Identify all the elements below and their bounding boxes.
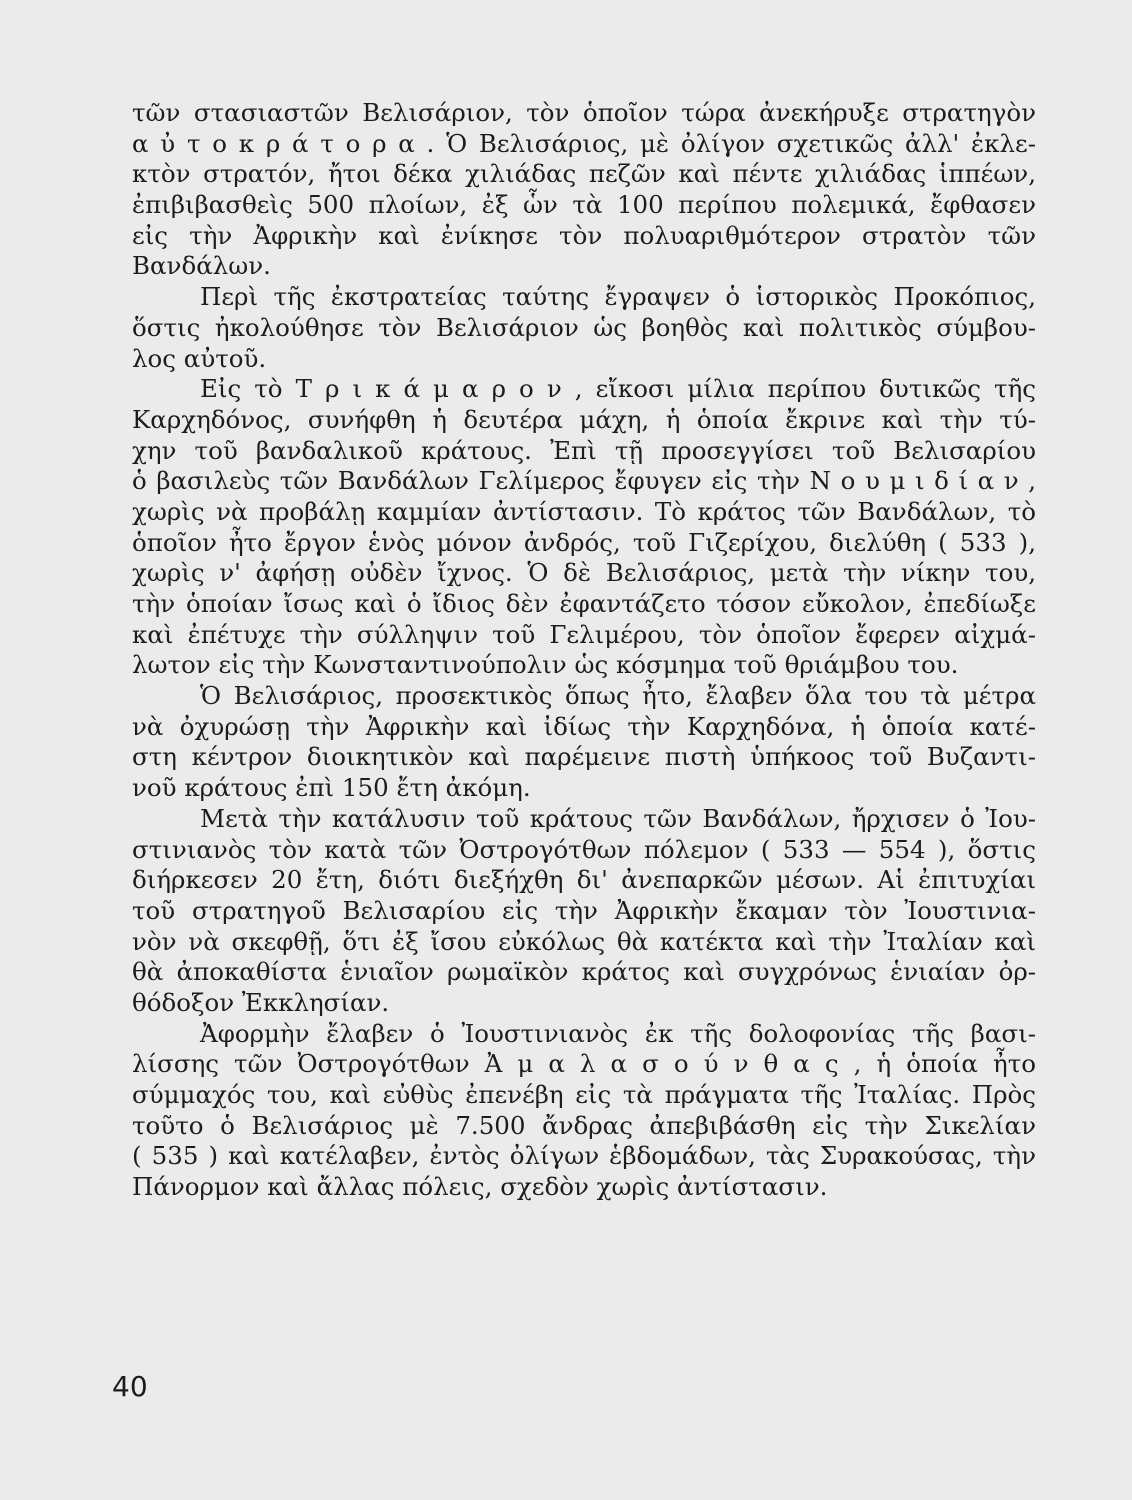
text-line: διήρκεσεν 20 ἔτη, διότι διεξήχθη δι' ἀνεπαρκῶν μέσων. Αἱ ἐπιτυχίαι [132, 865, 1036, 895]
text-line: ὅστις ἠκολούθησε τὸν Βελισάριον ὡς βοηθὸς καὶ πολιτικὸς σύμβου- [132, 312, 1036, 342]
text-line: χωρὶς νὰ προβάλῃ καμμίαν ἀντίστασιν. Τὸ κράτος τῶν Βανδάλων, τὸ [132, 496, 1036, 526]
text-line: τοῦ στρατηγοῦ Βελισαρίου εἰς τὴν Ἀφρικὴν ἔκαμαν τὸν Ἰουστινια- [132, 895, 1036, 925]
text-line: χην τοῦ βανδαλικοῦ κράτους. Ἐπὶ τῇ προσεγγίσει τοῦ Βελισαρίου [132, 435, 1036, 465]
text-line: Περὶ τῆς ἐκστρατείας ταύτης ἔγραψεν ὁ ἱστορικὸς Προκόπιος, [200, 282, 1036, 312]
text-line: Εἰς τὸ Τ ρ ι κ ά μ α ρ ο ν , εἴκοσι μίλια περίπου δυτικῶς τῆς [200, 374, 1036, 404]
text-line: λίσσης τῶν Ὀστρογότθων Ἀ μ α λ α σ ο ύ ν θ α ς , ἡ ὁποία ἦτο [132, 1049, 1036, 1079]
text-line: Καρχηδόνος, συνήφθη ἡ δευτέρα μάχη, ἡ ὁποία ἔκρινε καὶ τὴν τύ- [132, 404, 1036, 434]
text-line: ( 535 ) καὶ κατέλαβεν, ἐντὸς ὀλίγων ἑβδομάδων, τὰς Συρακούσας, τὴν [132, 1141, 1036, 1171]
text-line: τοῦτο ὁ Βελισάριος μὲ 7.500 ἄνδρας ἀπεβιβάσθη εἰς τὴν Σικελίαν [132, 1110, 1036, 1140]
text-line: λωτον εἰς τὴν Κωνσταντινούπολιν ὡς κόσμημα τοῦ θριάμβου του. [132, 650, 959, 680]
text-line: καὶ ἐπέτυχε τὴν σύλληψιν τοῦ Γελιμέρου, τὸν ὁποῖον ἔφερεν αἰχμά- [132, 619, 1036, 649]
text-line: τῶν στασιαστῶν Βελισάριον, τὸν ὁποῖον τώρα ἀνεκήρυξε στρατηγὸν [132, 98, 1036, 127]
text-line: σύμμαχός του, καὶ εὐθὺς ἐπενέβη εἰς τὰ πράγματα τῆς Ἰταλίας. Πρὸς [132, 1080, 1036, 1109]
text-line: νὰ ὀχυρώσῃ τὴν Ἀφρικὴν καὶ ἰδίως τὴν Καρχηδόνα, ἡ ὁποία κατέ- [132, 711, 1036, 741]
text-line: Πάνορμον καὶ ἄλλας πόλεις, σχεδὸν χωρὶς ἀντίστασιν. [132, 1172, 828, 1202]
text-line: α ὐ τ ο κ ρ ά τ ο ρ α . Ὁ Βελισάριος, μὲ ὀλίγον σχετικῶς ἀλλ' ἐκλε- [132, 128, 1036, 158]
text-line: Μετὰ τὴν κατάλυσιν τοῦ κράτους τῶν Βανδάλων, ἤρχισεν ὁ Ἰου- [200, 803, 1036, 833]
body-text [132, 98, 1036, 1203]
text-line: ὁποῖον ἦτο ἔργον ἑνὸς μόνον ἀνδρός, τοῦ Γιζερίχου, διελύθη ( 533 ), [132, 527, 1036, 557]
text-line: Ἀφορμὴν ἔλαβεν ὁ Ἰουστινιανὸς ἐκ τῆς δολοφονίας τῆς βασι- [200, 1018, 1036, 1048]
text-line: Βανδάλων. [132, 251, 271, 281]
text-line: στινιανὸς τὸν κατὰ τῶν Ὀστρογότθων πόλεμον ( 533 — 554 ), ὅστις [132, 834, 1036, 864]
text-line: θὰ ἀποκαθίστα ἑνιαῖον ρωμαϊκὸν κράτος καὶ συγχρόνως ἑνιαίαν ὀρ- [132, 957, 1036, 987]
text-line: ὁ βασιλεὺς τῶν Βανδάλων Γελίμερος ἔφυγεν εἰς τὴν Ν ο υ μ ι δ ί α ν , [132, 466, 1036, 496]
page-number: 40 [112, 1370, 148, 1403]
text-line: τὴν ὁποίαν ἴσως καὶ ὁ ἴδιος δὲν ἐφαντάζετο τόσον εὔκολον, ἐπεδίωξε [132, 589, 1036, 618]
text-line: εἰς τὴν Ἀφρικὴν καὶ ἐνίκησε τὸν πολυαριθμότερον στρατὸν τῶν [132, 220, 1036, 250]
text-line: θόδοξον Ἐκκλησίαν. [132, 987, 390, 1017]
text-line: ἐπιβιβασθεὶς 500 πλοίων, ἐξ ὧν τὰ 100 περίπου πολεμικά, ἔφθασεν [132, 190, 1036, 220]
text-line: λος αὐτοῦ. [132, 343, 267, 373]
text-line: στη κέντρον διοικητικὸν καὶ παρέμεινε πιστὴ ὑπήκοος τοῦ Βυζαντι- [132, 742, 1036, 772]
text-line: χωρὶς ν' ἀφήσῃ οὐδὲν ἴχνος. Ὁ δὲ Βελισάριος, μετὰ τὴν νίκην του, [132, 558, 1036, 588]
text-line: νοῦ κράτους ἐπὶ 150 ἔτη ἀκόμη. [132, 773, 531, 803]
text-line: Ὁ Βελισάριος, προσεκτικὸς ὅπως ἦτο, ἔλαβεν ὅλα του τὰ μέτρα [200, 681, 1036, 711]
text-line: κτὸν στρατόν, ἤτοι δέκα χιλιάδας πεζῶν καὶ πέντε χιλιάδας ἱππέων, [132, 159, 1036, 189]
text-line: νὸν νὰ σκεφθῇ, ὅτι ἐξ ἴσου εὐκόλως θὰ κατέκτα καὶ τὴν Ἰταλίαν καὶ [132, 926, 1036, 956]
